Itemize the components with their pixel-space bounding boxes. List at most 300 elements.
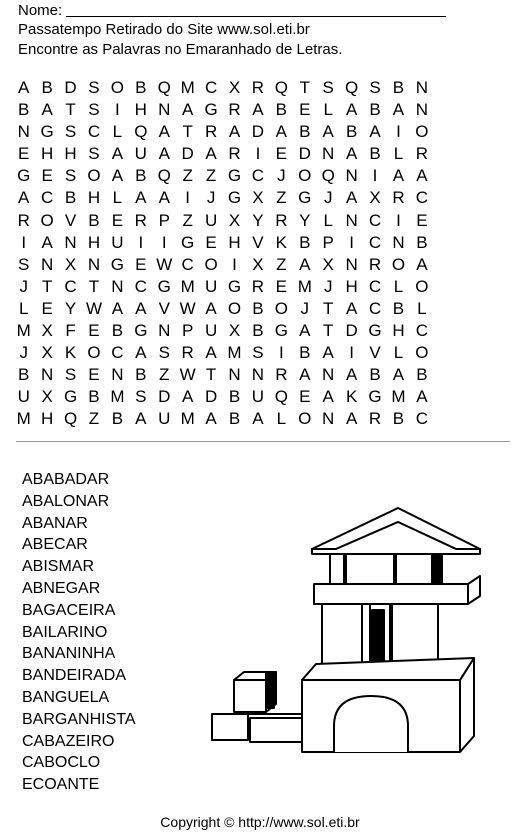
grid-letter: L <box>112 122 123 142</box>
grid-letter: S <box>369 78 381 97</box>
grid-letter: K <box>275 232 288 252</box>
name-label: Nome: <box>18 2 63 19</box>
grid-letter: W <box>156 254 173 274</box>
grid-letter: A <box>111 144 124 164</box>
grid-letter: B <box>111 321 124 341</box>
grid-letter: Z <box>276 254 287 274</box>
grid-letter: N <box>345 254 358 274</box>
grid-letter: B <box>135 78 147 97</box>
grid-letter: B <box>228 409 241 429</box>
grid-letter: E <box>18 144 30 164</box>
grid-letter: C <box>87 122 101 142</box>
grid-letter: U <box>111 232 124 252</box>
grid-letter: C <box>111 343 124 363</box>
grid-row <box>12 99 504 121</box>
grid-letter: M <box>227 343 242 363</box>
grid-letter: Z <box>182 210 193 230</box>
grid-letter: B <box>392 298 405 318</box>
grid-letter: G <box>227 166 242 186</box>
grid-letter: B <box>299 343 311 363</box>
grid-letter: B <box>299 232 311 252</box>
grid-row <box>12 342 504 364</box>
grid-letter: A <box>322 122 334 142</box>
grid-letter: A <box>392 365 405 385</box>
grid-letter: B <box>252 298 264 318</box>
grid-letter: N <box>228 365 241 385</box>
grid-letter: D <box>298 144 311 164</box>
grid-letter: Q <box>63 409 78 429</box>
name-underline <box>66 16 446 17</box>
grid-letter: G <box>368 387 382 407</box>
grid-letter: U <box>204 210 218 230</box>
grid-letter: B <box>88 210 100 230</box>
grid-letter: H <box>392 321 405 341</box>
grid-letter: A <box>252 100 264 120</box>
grid-letter: R <box>415 144 429 164</box>
grid-letter: G <box>204 100 218 120</box>
copyright-footer: Copyright © http://www.sol.eti.br <box>160 814 360 830</box>
grid-row <box>12 210 504 232</box>
grid-letter: H <box>40 144 54 164</box>
grid-letter: M <box>297 276 312 296</box>
grid-letter: M <box>391 387 406 407</box>
grid-letter: K <box>345 387 358 407</box>
grid-letter: G <box>368 321 382 341</box>
grid-letter: J <box>19 276 28 296</box>
grid-letter: A <box>18 188 30 208</box>
grid-letter: A <box>205 298 217 318</box>
grid-letter: N <box>40 365 54 385</box>
grid-letter: E <box>275 276 288 296</box>
grid-letter: A <box>181 387 194 407</box>
grid-letter: C <box>415 321 429 341</box>
grid-letter: B <box>88 387 100 407</box>
grid-letter: P <box>322 232 334 252</box>
grid-letter: A <box>345 144 358 164</box>
grid-letter: X <box>322 254 334 274</box>
grid-letter: K <box>64 343 77 363</box>
grid-letter: O <box>298 409 312 429</box>
grid-letter: Z <box>182 166 193 186</box>
grid-letter: F <box>65 321 76 341</box>
instructions-line: Encontre as Palavras no Emaranhado de Letras. <box>18 41 343 58</box>
grid-letter: L <box>393 343 404 363</box>
grid-letter: B <box>18 100 30 120</box>
grid-letter: O <box>87 166 101 186</box>
word-list-item: CABOCLO <box>22 754 101 772</box>
grid-letter: R <box>251 276 265 296</box>
grid-letter: N <box>158 321 171 341</box>
grid-letter: N <box>392 232 405 252</box>
grid-letter: C <box>40 188 54 208</box>
grid-letter: U <box>17 387 30 407</box>
grid-letter: I <box>232 254 237 274</box>
grid-letter: X <box>41 321 53 341</box>
grid-letter: L <box>276 409 287 429</box>
word-list <box>22 469 136 796</box>
grid-letter: O <box>40 210 54 230</box>
grid-letter: S <box>158 343 170 363</box>
grid-letter: T <box>65 100 76 120</box>
grid-letter: A <box>41 232 53 252</box>
grid-letter: G <box>274 321 288 341</box>
grid-letter: U <box>251 387 265 407</box>
grid-letter: Q <box>157 166 171 186</box>
grid-letter: A <box>18 78 30 97</box>
grid-letter: H <box>87 188 101 208</box>
grid-letter: N <box>158 100 171 120</box>
grid-letter: A <box>135 298 147 318</box>
grid-letter: A <box>369 122 381 142</box>
grid-letter: R <box>275 365 288 385</box>
grid-letter: A <box>228 122 241 142</box>
grid-letter: O <box>391 254 406 274</box>
grid-letter: A <box>158 188 170 208</box>
grid-row <box>12 298 504 320</box>
toy-blocks-castle-icon <box>206 500 506 800</box>
grid-letter: N <box>415 100 429 120</box>
grid-letter: B <box>275 100 288 120</box>
grid-letter: N <box>64 232 77 252</box>
grid-letter: C <box>204 78 218 97</box>
grid-letter: C <box>368 298 382 318</box>
grid-letter: O <box>227 298 242 318</box>
grid-letter: I <box>349 343 354 363</box>
grid-letter: B <box>416 365 428 385</box>
word-list-item: BANANINHA <box>22 645 116 663</box>
grid-letter: B <box>369 365 381 385</box>
grid-letter: E <box>135 254 147 274</box>
grid-letter: B <box>369 144 381 164</box>
grid-letter: S <box>64 122 77 142</box>
grid-letter: R <box>17 210 30 230</box>
grid-letter: O <box>298 166 312 186</box>
grid-letter: M <box>180 276 195 296</box>
grid-letter: Q <box>321 166 335 186</box>
grid-letter: D <box>158 387 171 407</box>
grid-letter: G <box>227 276 242 296</box>
grid-letter: O <box>87 343 101 363</box>
word-list-item: ABABADAR <box>22 471 110 488</box>
grid-row <box>12 320 504 342</box>
grid-letter: H <box>134 100 147 120</box>
grid-letter: O <box>274 298 288 318</box>
grid-letter: X <box>41 343 53 363</box>
grid-letter: T <box>323 298 334 318</box>
grid-letter: R <box>228 144 241 164</box>
grid-letter: C <box>181 254 194 274</box>
word-list-item: ABALONAR <box>22 492 110 510</box>
grid-letter: L <box>393 144 404 164</box>
grid-row <box>12 276 504 298</box>
grid-letter: U <box>134 144 147 164</box>
word-list-item: BAGACEIRA <box>22 601 116 619</box>
grid-letter: X <box>64 254 77 274</box>
grid-letter: X <box>228 321 241 341</box>
grid-letter: I <box>161 232 167 252</box>
grid-letter: G <box>40 122 54 142</box>
grid-letter: G <box>110 254 125 274</box>
grid-letter: L <box>323 100 333 120</box>
grid-letter: T <box>88 276 100 296</box>
grid-letter: E <box>299 387 311 407</box>
word-list-item: ECOANTE <box>22 776 100 794</box>
grid-letter: L <box>18 298 29 318</box>
grid-letter: I <box>278 343 284 363</box>
grid-letter: D <box>181 144 194 164</box>
grid-letter: L <box>393 276 404 296</box>
grid-letter: H <box>87 232 101 252</box>
grid-letter: H <box>40 409 54 429</box>
grid-letter: D <box>345 321 358 341</box>
grid-letter: U <box>204 321 218 341</box>
grid-letter: B <box>18 365 30 385</box>
grid-letter: G <box>298 188 312 208</box>
grid-letter: R <box>368 409 382 429</box>
grid-letter: B <box>299 122 311 142</box>
grid-letter: V <box>158 298 170 318</box>
grid-letter: N <box>111 276 124 296</box>
grid-letter: Y <box>252 210 264 230</box>
grid-letter: A <box>299 365 311 385</box>
grid-letter: Z <box>276 188 287 208</box>
grid-letter: A <box>345 409 358 429</box>
grid-letter: E <box>416 210 428 230</box>
grid-letter: B <box>228 387 241 407</box>
grid-letter: A <box>111 298 124 318</box>
section-divider <box>16 441 510 442</box>
grid-letter: O <box>415 276 429 296</box>
grid-letter: A <box>392 100 405 120</box>
grid-letter: E <box>88 321 100 341</box>
grid-letter: R <box>368 254 382 274</box>
grid-letter: B <box>64 188 77 208</box>
grid-letter: G <box>157 276 171 296</box>
grid-letter: M <box>16 409 31 429</box>
grid-letter: E <box>205 232 217 252</box>
grid-letter: G <box>134 321 148 341</box>
grid-letter: N <box>251 365 265 385</box>
grid-letter: T <box>41 276 53 296</box>
grid-letter: S <box>18 254 30 274</box>
grid-letter: A <box>135 343 147 363</box>
grid-letter: J <box>206 188 216 208</box>
grid-letter: A <box>345 100 358 120</box>
grid-letter: Y <box>64 298 77 318</box>
grid-letter: G <box>227 188 242 208</box>
word-list-item: BANDEIRADA <box>22 667 127 685</box>
grid-letter: C <box>368 210 382 230</box>
grid-letter: I <box>21 232 27 252</box>
grid-letter: B <box>392 409 405 429</box>
grid-letter: A <box>345 298 358 318</box>
grid-letter: L <box>323 210 333 230</box>
grid-letter: E <box>41 166 53 186</box>
grid-letter: O <box>415 122 429 142</box>
grid-letter: A <box>299 254 311 274</box>
grid-letter: N <box>17 122 30 142</box>
grid-letter: Q <box>157 78 171 97</box>
grid-letter: M <box>110 387 125 407</box>
word-list-item: ABANAR <box>22 514 88 532</box>
grid-row <box>12 254 504 276</box>
grid-letter: E <box>299 100 311 120</box>
grid-letter: A <box>135 409 147 429</box>
grid-letter: S <box>88 100 100 120</box>
grid-letter: O <box>415 343 429 363</box>
grid-letter: A <box>158 144 170 164</box>
word-list-item: BAILARINO <box>22 623 108 641</box>
grid-letter: Z <box>88 409 100 429</box>
grid-letter: J <box>323 276 333 296</box>
grid-letter: S <box>88 78 100 97</box>
grid-row <box>12 408 504 430</box>
grid-letter: A <box>252 409 264 429</box>
grid-letter: C <box>368 232 382 252</box>
grid-letter: C <box>415 409 429 429</box>
grid-letter: X <box>228 210 241 230</box>
grid-letter: B <box>416 232 428 252</box>
grid-row <box>12 364 504 386</box>
grid-letter: S <box>252 343 264 363</box>
grid-letter: T <box>323 321 334 341</box>
grid-letter: R <box>228 100 241 120</box>
grid-letter: V <box>64 210 77 230</box>
grid-letter: M <box>180 78 195 97</box>
grid-letter: X <box>41 387 53 407</box>
grid-letter: R <box>204 122 218 142</box>
grid-letter: A <box>111 166 124 186</box>
grid-letter: X <box>369 188 381 208</box>
grid-letter: R <box>134 210 147 230</box>
grid-letter: A <box>322 387 334 407</box>
grid-letter: H <box>64 144 77 164</box>
grid-letter: R <box>251 78 265 97</box>
grid-letter: N <box>345 166 358 186</box>
word-list-item: ABISMAR <box>22 558 95 576</box>
grid-letter: R <box>181 343 194 363</box>
grid-letter: B <box>252 321 264 341</box>
grid-letter: A <box>41 100 53 120</box>
grid-letter: Q <box>134 122 148 142</box>
grid-letter: A <box>392 166 405 186</box>
grid-letter: S <box>64 166 77 186</box>
grid-letter: B <box>369 100 381 120</box>
grid-letter: A <box>135 188 147 208</box>
grid-letter: C <box>64 276 77 296</box>
grid-letter: M <box>16 321 31 341</box>
grid-letter: P <box>181 321 194 341</box>
grid-letter: G <box>181 232 195 252</box>
grid-letter: I <box>396 122 401 142</box>
grid-row <box>12 121 504 143</box>
grid-letter: N <box>345 210 358 230</box>
grid-letter: J <box>19 343 28 363</box>
word-list-item: ABECAR <box>22 536 88 554</box>
grid-letter: N <box>322 144 335 164</box>
grid-letter: A <box>158 122 170 142</box>
grid-letter: A <box>181 100 194 120</box>
grid-letter: N <box>322 365 335 385</box>
grid-letter: D <box>204 387 218 407</box>
grid-letter: X <box>228 78 241 97</box>
grid-letter: A <box>416 387 428 407</box>
grid-letter: A <box>322 343 334 363</box>
grid-letter: X <box>252 188 264 208</box>
grid-letter: R <box>275 210 288 230</box>
grid-letter: E <box>41 298 53 318</box>
grid-letter: W <box>179 365 196 385</box>
grid-letter: P <box>158 210 170 230</box>
grid-letter: N <box>40 254 54 274</box>
grid-letter: L <box>417 298 427 318</box>
grid-letter: C <box>251 166 265 186</box>
grid-letter: A <box>345 365 358 385</box>
grid-row <box>12 386 504 408</box>
grid-letter: R <box>392 188 405 208</box>
grid-letter: Z <box>205 166 217 186</box>
grid-letter: J <box>323 188 333 208</box>
grid-letter: G <box>17 166 31 186</box>
grid-letter: A <box>416 254 428 274</box>
grid-row <box>12 165 504 187</box>
grid-letter: Y <box>299 210 311 230</box>
grid-letter: B <box>135 166 147 186</box>
grid-letter: S <box>88 144 100 164</box>
grid-letter: B <box>135 365 147 385</box>
grid-letter: I <box>138 232 144 252</box>
grid-letter: A <box>275 122 288 142</box>
grid-letter: Z <box>159 365 170 385</box>
grid-letter: I <box>349 232 354 252</box>
grid-letter: A <box>345 188 358 208</box>
grid-letter: I <box>255 144 261 164</box>
word-list-item: ABNEGAR <box>22 579 101 597</box>
grid-letter: B <box>41 78 53 97</box>
grid-letter: C <box>415 188 429 208</box>
grid-letter: I <box>372 166 378 186</box>
word-list-item: BANGUELA <box>22 688 110 706</box>
grid-letter: S <box>135 387 147 407</box>
grid-letter: T <box>205 365 217 385</box>
grid-letter: M <box>180 409 195 429</box>
grid-letter: A <box>205 144 217 164</box>
grid-letter: C <box>368 276 382 296</box>
grid-row <box>12 77 504 99</box>
grid-letter: B <box>392 78 405 97</box>
grid-row <box>12 143 504 165</box>
grid-letter: Q <box>345 78 359 97</box>
grid-letter: A <box>205 409 217 429</box>
letter-grid <box>12 77 504 431</box>
grid-letter: N <box>322 409 335 429</box>
grid-letter: W <box>85 298 102 318</box>
grid-letter: D <box>251 122 265 142</box>
grid-letter: I <box>396 210 401 230</box>
grid-letter: I <box>115 100 120 120</box>
grid-letter: V <box>252 232 264 252</box>
grid-letter: A <box>416 166 428 186</box>
grid-letter: S <box>322 78 334 97</box>
grid-letter: O <box>110 78 125 97</box>
grid-letter: N <box>415 78 429 97</box>
grid-row <box>12 187 504 209</box>
grid-letter: T <box>299 78 310 97</box>
grid-letter: C <box>134 276 147 296</box>
grid-letter: A <box>205 343 217 363</box>
grid-letter: E <box>88 365 100 385</box>
grid-letter: V <box>369 343 381 363</box>
